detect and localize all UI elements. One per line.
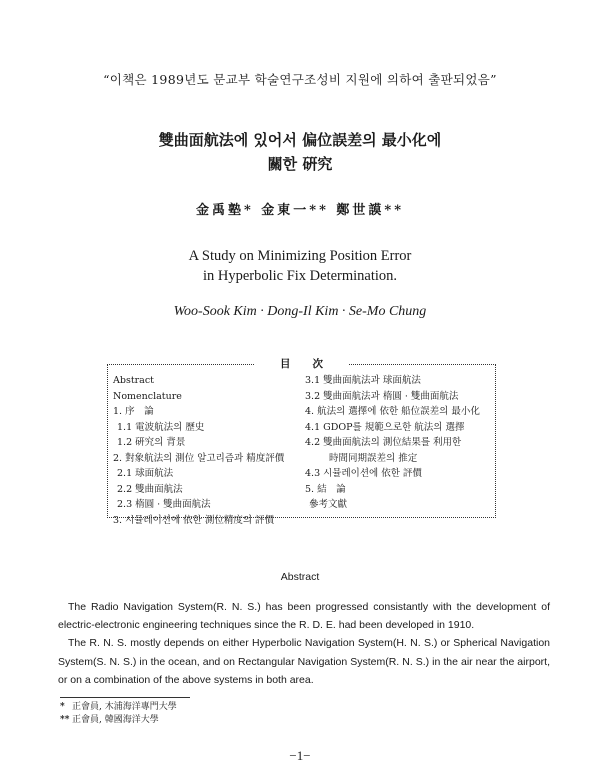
toc-entry: 5. 結 論 bbox=[305, 483, 346, 495]
toc-right-column bbox=[305, 373, 480, 513]
footnote bbox=[60, 701, 177, 714]
korean-title-line-1: 雙曲面航法에 있어서 偏位誤差의 最小化에 bbox=[158, 131, 442, 149]
korean-title bbox=[0, 128, 600, 176]
english-title-line-2: in Hyperbolic Fix Determination. bbox=[202, 268, 398, 284]
toc-entry: 參考文獻 bbox=[309, 499, 348, 510]
english-title-line-1: A Study on Minimizing Position Error bbox=[188, 248, 412, 264]
toc-entry: 3.2 雙曲面航法과 楕圓 · 雙曲面航法 bbox=[305, 390, 459, 402]
abstract-heading: Abstract bbox=[280, 571, 320, 583]
page-number: −1− bbox=[289, 748, 311, 763]
toc-entry: 4.3 시뮬레이션에 依한 評價 bbox=[305, 468, 422, 479]
footnote-mark: * bbox=[60, 702, 65, 712]
toc-entry: 3. 시뮬레이션에 依한 測位精度의 評價 bbox=[113, 514, 275, 526]
english-title bbox=[0, 246, 600, 286]
toc-entry: 4. 航法의 選擇에 依한 船位誤差의 最小化 bbox=[305, 406, 480, 417]
toc-entry: 時間同期誤差의 推定 bbox=[329, 452, 418, 464]
english-authors: Woo-Sook Kim · Dong-Il Kim · Se-Mo Chung bbox=[173, 304, 427, 319]
abstract-body bbox=[58, 598, 550, 689]
footnote-text: 正會員, 韓國海洋大學 bbox=[72, 715, 159, 725]
footnotes bbox=[60, 701, 177, 727]
korean-authors: 金禹塾* 金東一** 鄭世謨** bbox=[195, 203, 405, 218]
toc-entry: 2.3 楕圓 · 雙曲面航法 bbox=[117, 499, 211, 510]
toc-entry: Nomenclature bbox=[113, 390, 182, 402]
toc-left-column bbox=[113, 373, 284, 528]
funding-note: “이책은 1989년도 문교부 학술연구조성비 지원에 의하여 출판되었음” bbox=[103, 72, 497, 87]
toc-heading: 目次 bbox=[108, 356, 495, 371]
toc-entry: 1. 序 論 bbox=[113, 406, 154, 417]
footnote-text: 正會員, 木浦海洋專門大學 bbox=[72, 702, 177, 712]
toc-entry: 4.2 雙曲面航法의 測位結果를 利用한 bbox=[305, 437, 462, 448]
abstract-paragraph: The R. N. S. mostly depends on either Hyperbolic Navigation System(H. N. S.) or Spherical Navigation System(S. N. S.) in the ocean, and on Rectangular Navigation System(R. N. S.) in the air near the airport, or on a combination of the above systems in both area. bbox=[58, 637, 550, 686]
toc-entry: Abstract bbox=[113, 375, 154, 386]
footnote bbox=[60, 714, 177, 727]
toc-entry: 2. 對象航法의 測位 알고리즘과 精度評價 bbox=[113, 452, 285, 464]
toc-entry: 1.1 電波航法의 歷史 bbox=[117, 421, 205, 433]
toc-entry: 4.1 GDOP를 規範으로한 航法의 選擇 bbox=[305, 421, 465, 433]
korean-title-line-2: 關한 硏究 bbox=[267, 155, 333, 173]
table-of-contents bbox=[107, 358, 496, 526]
footnote-mark: ** bbox=[60, 715, 70, 725]
abstract-paragraph: The Radio Navigation System(R. N. S.) has been progressed consistantly with the development of electric-electronic engineering techniques since the R. D. E. had been developed in 1910. bbox=[58, 601, 550, 632]
toc-entry: 2.1 球面航法 bbox=[117, 468, 174, 479]
toc-entry: 1.2 硏究의 背景 bbox=[117, 437, 186, 448]
toc-entry: 2.2 雙曲面航法 bbox=[117, 483, 183, 495]
footnote-divider bbox=[60, 697, 190, 698]
toc-entry: 3.1 雙曲面航法과 球面航法 bbox=[305, 375, 421, 386]
